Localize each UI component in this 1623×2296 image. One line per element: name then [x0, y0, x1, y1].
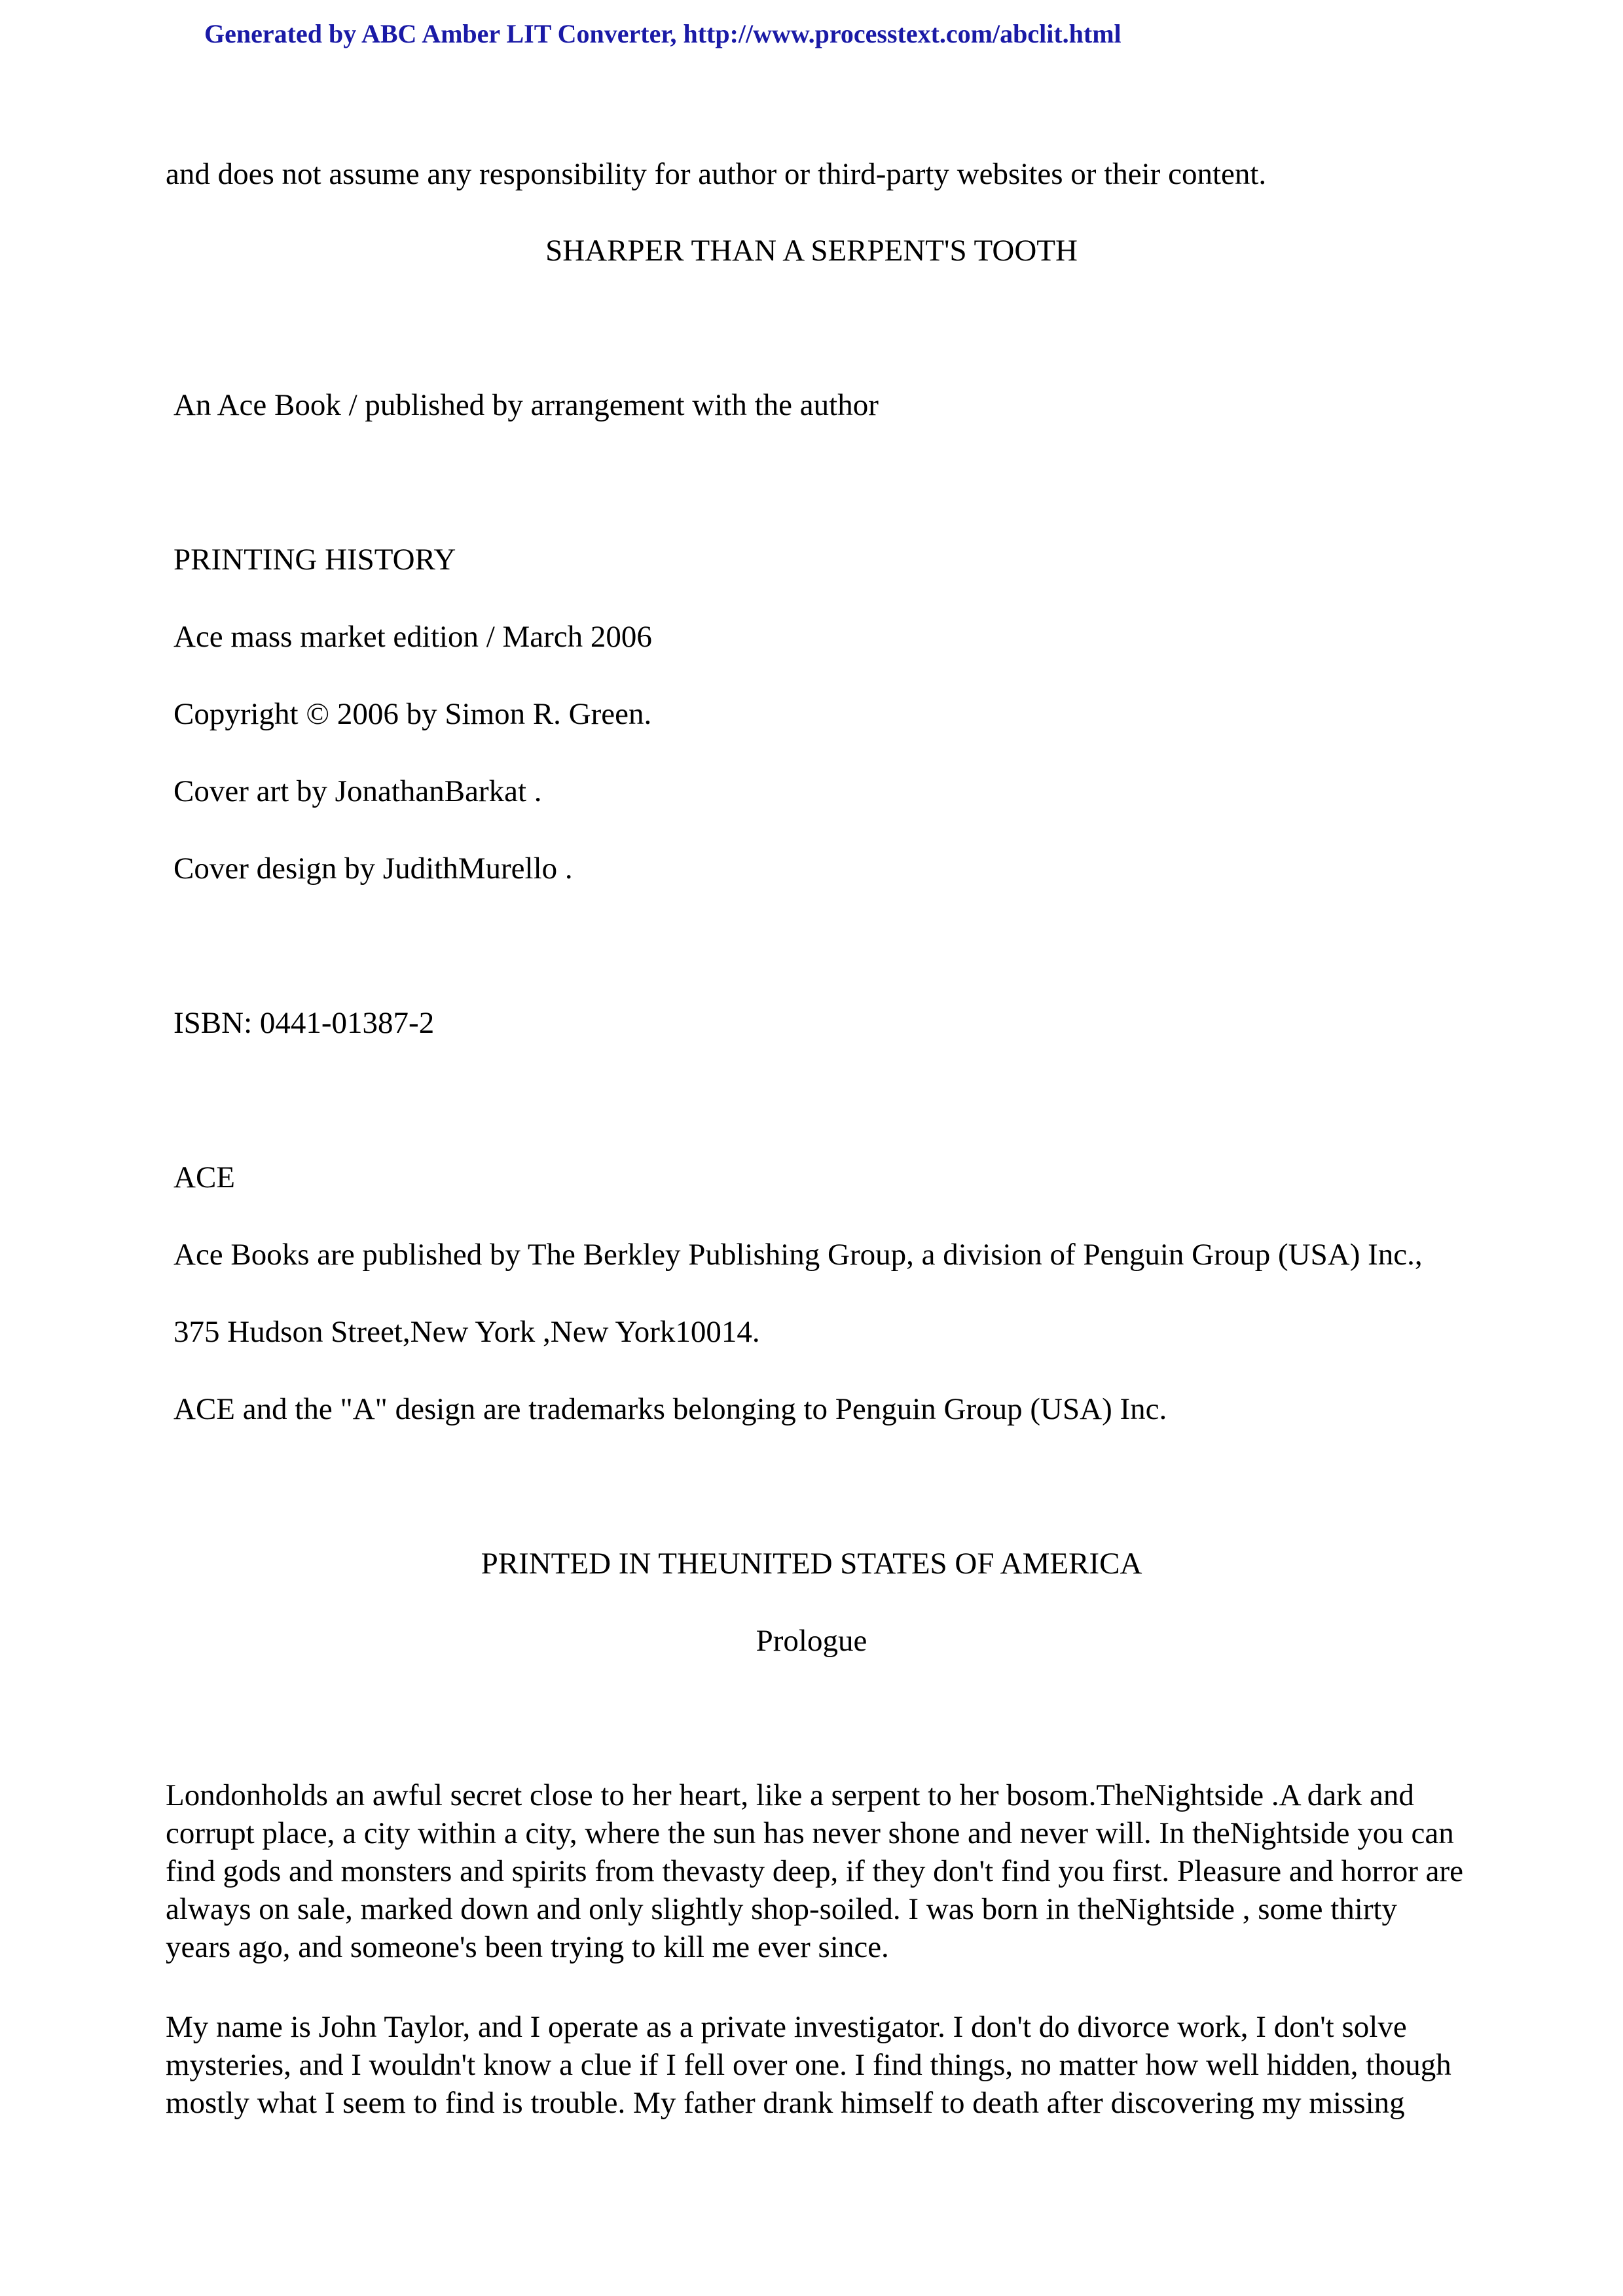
paragraph-line: Londonholds an awful secret close to her heart, like a serpent to her bosom.TheNightside .A dark and [166, 1778, 1414, 1812]
paragraph-line: corrupt place, a city within a city, where the sun has never shone and never will. In theNightside you can [166, 1816, 1454, 1850]
publisher-info-line: Ace Books are published by The Berkley Publishing Group, a division of Penguin Group (USA) Inc., [173, 1238, 1423, 1272]
book-title: SHARPER THAN A SERPENT'S TOOTH [545, 234, 1078, 268]
edition-line: Ace mass market edition / March 2006 [173, 620, 652, 654]
prologue-paragraph-1 [166, 1776, 1475, 1966]
paragraph-line: always on sale, marked down and only slightly shop-soiled. I was born in theNightside , some thirty [166, 1892, 1398, 1926]
address-line: 375 Hudson Street,New York ,New York10014. [173, 1315, 760, 1349]
isbn-line: ISBN: 0441-01387-2 [173, 1006, 435, 1040]
paragraph-line: years ago, and someone's been trying to kill me ever since. [166, 1930, 889, 1964]
copyright-line: Copyright © 2006 by Simon R. Green. [173, 697, 652, 731]
trademark-line: ACE and the "A" design are trademarks belonging to Penguin Group (USA) Inc. [173, 1392, 1167, 1426]
publisher-line: An Ace Book / published by arrangement with the author [173, 388, 879, 422]
paragraph-line: mostly what I seem to find is trouble. My father drank himself to death after discovering my missing [166, 2086, 1405, 2120]
paragraph-line: find gods and monsters and spirits from thevasty deep, if they don't find you first. Pleasure and horror are [166, 1854, 1464, 1888]
disclaimer-line: and does not assume any responsibility for author or third-party websites or their content. [166, 157, 1267, 191]
prologue-heading: Prologue [756, 1624, 867, 1658]
printing-history-heading: PRINTING HISTORY [173, 543, 456, 577]
paragraph-line: mysteries, and I wouldn't know a clue if I fell over one. I find things, no matter how well hidden, though [166, 2048, 1451, 2082]
imprint-line: ACE [173, 1160, 235, 1194]
cover-art-line: Cover art by JonathanBarkat . [173, 774, 542, 808]
printed-in-line: PRINTED IN THEUNITED STATES OF AMERICA [481, 1547, 1142, 1581]
prologue-paragraph-2 [166, 2008, 1475, 2122]
converter-header: Generated by ABC Amber LIT Converter, http://www.processtext.com/abclit.html [204, 19, 1122, 48]
cover-design-line: Cover design by JudithMurello . [173, 852, 573, 886]
paragraph-line: My name is John Taylor, and I operate as a private investigator. I don't do divorce work, I don't solve [166, 2010, 1407, 2044]
